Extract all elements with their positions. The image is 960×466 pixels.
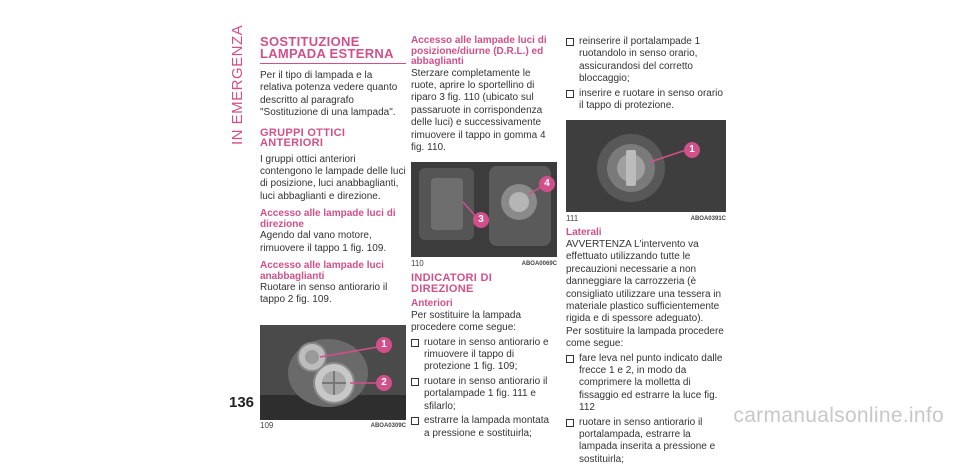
indicators-text: Per sostituire la lampada procedere come segue: bbox=[411, 309, 522, 334]
subheading-side: Laterali bbox=[566, 227, 602, 239]
figure-number: 111 bbox=[566, 214, 579, 224]
subheading-turn-signal-access: Accesso alle lampade luci di direzione bbox=[260, 208, 396, 230]
column-3 bbox=[566, 36, 726, 466]
subheading-low-beam-access: Accesso alle lampade luci anabbaglianti bbox=[260, 260, 384, 282]
bullet-item: ruotare in senso antiorario il portalampada, estrarre la lampada inserita a pressione e sostituirla; bbox=[566, 417, 726, 466]
section-heading-headlights: GRUPPI OTTICI ANTERIORI bbox=[260, 126, 346, 149]
page-number: 136 bbox=[229, 394, 255, 411]
bullet-item: inserire e ruotare in senso orario il tappo di protezione. bbox=[566, 88, 726, 113]
section-heading-indicators: INDICATORI DI DIREZIONE bbox=[411, 272, 493, 296]
figure-110 bbox=[411, 162, 557, 268]
turn-signal-access-text: Agendo dal vano motore, rimuovere il tappo 1 fig. 109. bbox=[260, 230, 387, 254]
figure-code: ABOA0069C bbox=[521, 260, 557, 267]
headlights-text: I gruppi ottici anteriori contengono le lampade delle luci di posizione, luci anabbaglianti, luci abbaglianti e direzione. bbox=[260, 153, 406, 202]
side-procedure-text: Per sostituire la lampada procedere come segue: bbox=[566, 325, 724, 350]
bullet-box-icon bbox=[566, 419, 574, 427]
bullet-item: estrarre la lampada montata a pressione e sostituirla; bbox=[411, 415, 557, 440]
intro-text: Per il tipo di lampada e la relativa potenza vedere quanto descritto al paragrafo "Sostituzione di una lampada". bbox=[260, 70, 398, 119]
callout-1: 1 bbox=[684, 142, 700, 158]
bullet-box-icon bbox=[411, 339, 419, 347]
bullet-box-icon bbox=[566, 355, 574, 363]
callout-4: 4 bbox=[539, 176, 555, 192]
column-1 bbox=[260, 36, 406, 436]
subheading-position-lights-access: Accesso alle lampade luci di posizione/diurne (D.R.L.) ed abbaglianti bbox=[411, 35, 547, 67]
side-warning-text: AVVERTENZA L'intervento va effettuato utilizzando tutte le precauzioni necessarie a non danneggiare la carrozzeria (è consigliato utilizzare una tessera in materiale plastico sufficientemente rigida e di spessore adeguato). bbox=[566, 238, 722, 325]
figure-111 bbox=[566, 120, 726, 224]
bullet-item: fare leva nel punto indicato dalle frecce 1 e 2, in modo da comprimere la molletta di fissaggio ed estrarre la luce fig. 112 bbox=[566, 353, 726, 415]
bullet-item: ruotare in senso antiorario e rimuovere il tappo di protezione 1 fig. 109; bbox=[411, 337, 557, 374]
figure-code: ABOA0309C bbox=[370, 423, 406, 430]
bullet-box-icon bbox=[566, 38, 574, 46]
column-2 bbox=[411, 36, 557, 440]
low-beam-access-text: Ruotare in senso antiorario il tappo 2 fig. 109. bbox=[260, 282, 388, 306]
bullet-box-icon bbox=[411, 417, 419, 425]
page-title: SOSTITUZIONE LAMPADA ESTERNA bbox=[260, 36, 406, 64]
figure-code: ABOA0391C bbox=[690, 216, 726, 223]
bullet-item: ruotare in senso antiorario il portalampade 1 fig. 111 e sfilarlo; bbox=[411, 376, 557, 413]
bullet-box-icon bbox=[566, 90, 574, 98]
subheading-front: Anteriori bbox=[411, 298, 453, 310]
bullet-box-icon bbox=[411, 378, 419, 386]
position-lights-access-text: Sterzare completamente le ruote, aprire lo sportellino di riparo 3 fig. 110 (ubicato sul passaruote in corrispondenza delle luci) e successivamente rimuovere il tappo in gomma 4 fig. 110. bbox=[411, 67, 546, 153]
watermark: carmanualsonline.info bbox=[733, 404, 944, 427]
side-tab-section: IN EMERGENZA bbox=[229, 24, 246, 145]
wheel-arch-illustration bbox=[411, 162, 557, 257]
figure-number: 110 bbox=[411, 258, 424, 268]
figure-number: 109 bbox=[260, 421, 274, 431]
callout-3: 3 bbox=[473, 212, 489, 228]
figure-109 bbox=[260, 325, 406, 431]
lamp-holder-illustration bbox=[566, 120, 726, 212]
bullet-item: reinserire il portalampade 1 ruotandolo in senso orario, assicurandosi del corretto bloccaggio; bbox=[566, 36, 726, 86]
callout-1: 1 bbox=[376, 337, 392, 353]
callout-2: 2 bbox=[376, 375, 392, 391]
